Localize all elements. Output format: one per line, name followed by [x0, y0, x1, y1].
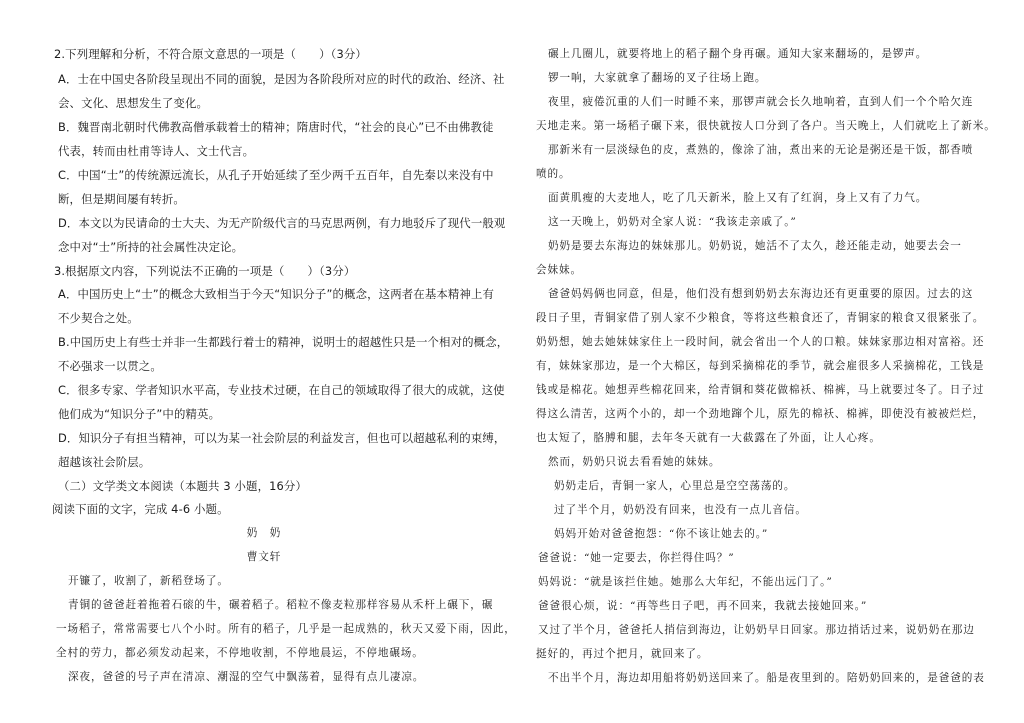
passage-paragraph-line: 面黄肌瘦的大麦地人，吃了几天新米，脸上又有了红润，身上又有了力气。 — [548, 192, 928, 204]
passage-paragraph-line: 喷的。 — [536, 168, 571, 180]
passage-paragraph-line: 得这么清苦，这两个小的，却一个劲地蹿个儿，原先的棉袄、棉裤，即使没有被被烂烂， — [536, 408, 985, 420]
q2-option-a-line-1: A．士在中国史各阶段呈现出不同的面貌，是因为各阶段所对应的时代的政治、经济、社 — [58, 72, 505, 86]
q2-option-d-line-2: 念中对“士”所持的社会属性决定论。 — [58, 240, 244, 254]
passage-paragraph-line: 不出半个月，海边却用船将奶奶送回来了。船是夜里到的。陪奶奶回来的，是爸爸的表 — [548, 672, 985, 684]
q2-option-a-line-2: 会、文化、思想发生了变化。 — [58, 96, 209, 110]
passage-paragraph-line: 妈妈说：“就是该拦住她。她那么大年纪，不能出远门了。” — [538, 576, 833, 588]
passage-paragraph-line: 碾上几圈儿，就要将地上的稻子翻个身再碾。通知大家来翻场的，是锣声。 — [548, 48, 928, 60]
passage-paragraph-line: 爸爸妈妈俩也同意，但是，他们没有想到奶奶去东海边还有更重要的原因。过去的这 — [548, 288, 974, 300]
passage-paragraph-line: 钱或是棉花。她想弄些棉花回来，给青铜和葵花做棉袄、棉裤，马上就要过冬了。日子过 — [536, 384, 985, 396]
passage-paragraph-line: 一场稻子，常常需要七八个小时。所有的稻子，几乎是一起成熟的，秋天又爱下雨，因此， — [56, 623, 516, 635]
q3-option-b-line-1: B.中国历史上有些士并非一生都践行着士的精神，说明士的超越性只是一个相对的概念， — [58, 335, 509, 349]
q3-option-a-line-1: A．中国历史上“士”的概念大致相当于今天“知识分子”的概念，这两者在基本精神上有 — [58, 287, 495, 301]
section-heading-literary: （二）文学类文本阅读（本题共 3 小题，16分） — [58, 479, 308, 493]
passage-paragraph-line: 又过了半个月，爸爸托人捎信到海边，让奶奶早日回家。那边捎话过来，说奶奶在那边 — [538, 624, 975, 636]
passage-paragraph-line: 也太短了，胳膊和腿，去年冬天就有一大截露在了外面，让人心疼。 — [536, 432, 881, 444]
passage-paragraph-line: 开镰了，收割了，新稻登场了。 — [68, 575, 229, 587]
passage-paragraph-line: 天地走来。第一场稻子碾下来，很快就按人口分到了各户。当天晚上，人们就吃上了新米。 — [536, 120, 996, 132]
q3-option-c-line-1: C．很多专家、学者知识水平高，专业技术过硬，在自己的领域取得了很大的成就，这使 — [58, 383, 505, 397]
passage-paragraph-line: 这一天晚上，奶奶对全家人说：“我该走亲戚了。” — [548, 216, 797, 228]
passage-paragraph-line: 爸爸很心烦，说：“再等些日子吧，再不回来，我就去接她回来。” — [538, 600, 868, 612]
passage-paragraph-line: 奶奶是要去东海边的妹妹那儿。奶奶说，她活不了太久，趁还能走动，她要去会一 — [548, 240, 962, 252]
q3-option-c-line-2: 他们成为“知识分子”中的精英。 — [58, 407, 221, 421]
q2-option-c-line-2: 断，但是期间屡有转折。 — [58, 192, 185, 206]
passage-paragraph-line: 有，妹妹家那边，是一个大棉区，每到采摘棉花的季节，就会雇很多人采摘棉花，工钱是 — [536, 360, 985, 372]
passage-paragraph-line: 全村的劳力，都必须发动起来，不停地收割，不停地晨运，不停地碾场。 — [56, 647, 424, 659]
q3-option-d-line-2: 超越该社会阶层。 — [58, 455, 151, 469]
passage-author: 曹文轩 — [246, 551, 282, 563]
q2-option-b-line-1: B．魏晋南北朝时代佛教高僧承载着士的精神；隋唐时代，“社会的良心”已不由佛教徒 — [58, 120, 494, 134]
passage-paragraph-line: 会妹妹。 — [536, 264, 582, 276]
passage-paragraph-line: 锣一响，大家就拿了翻场的叉子往场上跑。 — [548, 72, 767, 84]
passage-paragraph-line: 然而，奶奶只说去看看她的妹妹。 — [548, 456, 721, 468]
passage-paragraph-line: 妈妈开始对爸爸抱怨：“你不该让她去的。” — [554, 528, 769, 540]
q3-option-b-line-2: 不必强求一以贯之。 — [58, 359, 162, 373]
q3-option-d-line-1: D．知识分子有担当精神，可以为某一社会阶层的利益发言，但也可以超越私利的束缚， — [58, 431, 506, 445]
passage-paragraph-line: 那新米有一层淡绿色的皮，煮熟的，像涂了油，煮出来的无论是粥还是干饭，都香喷 — [548, 144, 974, 156]
passage-paragraph-line: 过了半个月，奶奶没有回来，也没有一点儿音信。 — [554, 504, 807, 516]
question-3-stem: 3.根据原文内容，下列说法不正确的一项是（ ）（3分） — [54, 264, 356, 278]
passage-paragraph-line: 深夜，爸爸的号子声在清凉、潮湿的空气中飘荡着，显得有点儿凄凉。 — [68, 671, 425, 683]
q2-option-d-line-1: D．本文以为民请命的士大夫、为无产阶级代言的马克思两例，有力地驳斥了现代一般观 — [58, 216, 506, 230]
passage-paragraph-line: 夜里，疲倦沉重的人们一时睡不来，那锣声就会长久地响着，直到人们一个个哈欠连 — [548, 96, 974, 108]
passage-paragraph-line: 挺好的，再过个把月，就回来了。 — [536, 648, 709, 660]
passage-title: 奶 奶 — [246, 527, 282, 539]
passage-paragraph-line: 爸爸说：“她一定要去，你拦得住吗？” — [538, 552, 735, 564]
reading-instruction: 阅读下面的文字，完成 4-6 小题。 — [52, 502, 229, 516]
passage-paragraph-line: 奶奶想，她去她妹妹家住上一段时间，就会省出一个人的口粮。妹妹家那边相对富裕。还 — [536, 336, 985, 348]
q2-option-c-line-1: C．中国“士”的传统源远流长，从孔子开始延续了至少两千五百年，自先秦以来没有中 — [58, 168, 494, 182]
q2-option-b-line-2: 代表，转而由杜甫等诗人、文士代言。 — [58, 144, 255, 158]
passage-paragraph-line: 奶奶走后，青铜一家人，心里总是空空荡荡的。 — [554, 480, 796, 492]
q3-option-a-line-2: 不少契合之处。 — [58, 311, 139, 325]
question-2-stem: 2.下列理解和分析，不符合原文意思的一项是（ ）（3分） — [54, 47, 367, 61]
passage-paragraph-line: 青铜的爸爸赶着拖着石磙的牛，碾着稻子。稻粒不像麦粒那样容易从禾杆上碾下，碾 — [68, 599, 494, 611]
passage-paragraph-line: 段日子里，青铜家借了别人家不少粮食，等将这些粮食还了，青铜家的粮食又很紧张了。 — [536, 312, 985, 324]
